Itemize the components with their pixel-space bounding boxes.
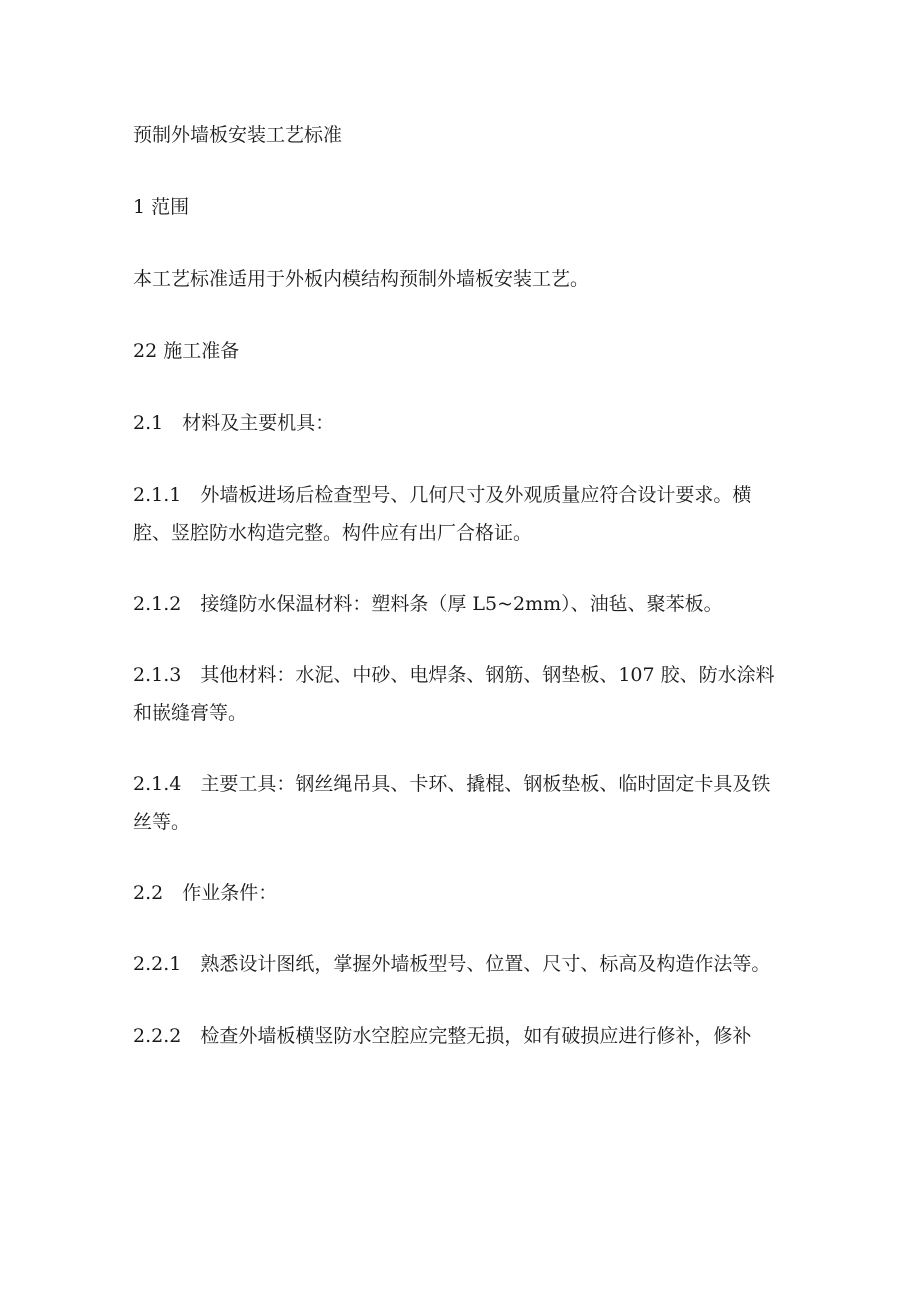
document-body [133,116,783,1055]
scope-paragraph: 本工艺标准适用于外板内模结构预制外墙板安装工艺。 [133,268,590,290]
paragraph-2-2-2: 2.2.2 检查外墙板横竖防水空腔应完整无损，如有破损应进行修补，修补 [133,1025,752,1047]
paragraph-2-1-2: 2.1.2 接缝防水保温材料：塑料条（厚 L5~2mm）、油毡、聚苯板。 [133,593,723,615]
paragraph-2-1-1: 2.1.1 外墙板进场后检查型号、几何尺寸及外观质量应符合设计要求。横腔、竖腔防水构造完整。构件应有出厂合格证。 [133,484,752,544]
subsection-materials-heading: 2.1 材料及主要机具： [133,412,335,434]
section-preparation-heading: 22 施工准备 [133,340,240,362]
subsection-conditions-heading: 2.2 作业条件： [133,882,278,904]
paragraph-2-1-4: 2.1.4 主要工具：钢丝绳吊具、卡环、撬棍、钢板垫板、临时固定卡具及铁丝等。 [133,773,771,833]
paragraph-2-1-3: 2.1.3 其他材料：水泥、中砂、电焊条、钢筋、钢垫板、107 胶、防水涂料和嵌缝膏等。 [133,664,775,724]
paragraph-2-2-1: 2.2.1 熟悉设计图纸，掌握外墙板型号、位置、尺寸、标高及构造作法等。 [133,953,771,975]
document-title: 预制外墙板安装工艺标准 [133,124,343,146]
section-scope-heading: 1 范围 [133,196,190,218]
